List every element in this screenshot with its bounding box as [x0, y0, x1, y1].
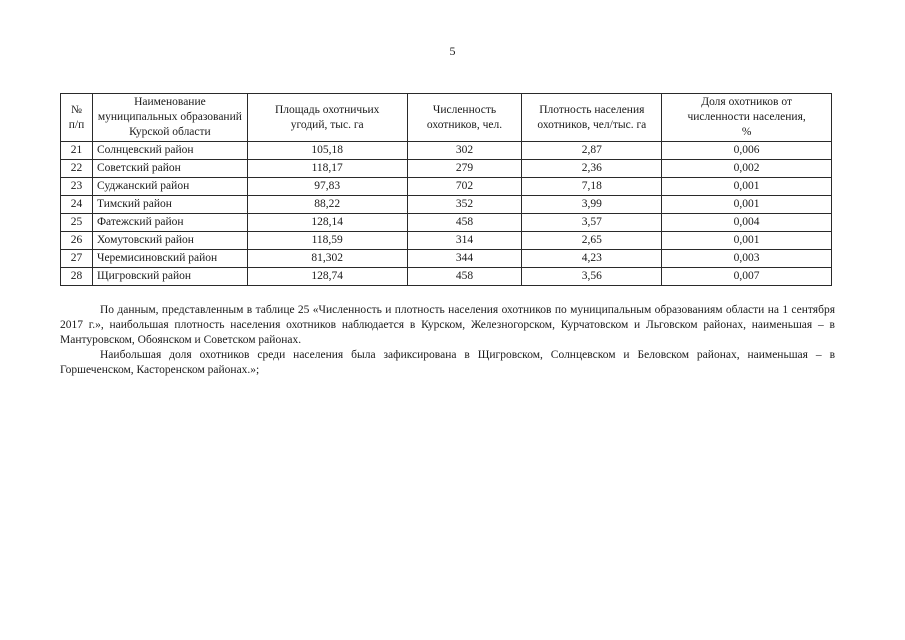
area-value: 97,83 — [247, 178, 407, 196]
hunters-count: 314 — [407, 232, 522, 250]
hunters-count: 279 — [407, 160, 522, 178]
municipality-name: Советский район — [92, 160, 247, 178]
paragraph: Наибольшая доля охотников среди населения была зафиксирована в Щигровском, Солнцевском и Беловском районах, наименьшая – в Горшеченском, Касторенском районах.»; — [60, 349, 835, 376]
hunters-count: 344 — [407, 250, 522, 268]
table-row — [61, 142, 832, 160]
municipality-name: Солнцевский район — [92, 142, 247, 160]
page-number: 5 — [449, 44, 456, 58]
header-share: Доля охотников от численности населения, % — [662, 94, 832, 142]
share-value: 0,002 — [662, 160, 832, 178]
header-hunters-count: Численность охотников, чел. — [407, 94, 522, 142]
share-value: 0,003 — [662, 250, 832, 268]
table-row — [61, 250, 832, 268]
density-value: 4,23 — [522, 250, 662, 268]
table-row — [61, 178, 832, 196]
share-value: 0,001 — [662, 232, 832, 250]
table-row — [61, 268, 832, 286]
header-area: Площадь охотничьих угодий, тыс. га — [247, 94, 407, 142]
municipality-name: Суджанский район — [92, 178, 247, 196]
density-value: 3,56 — [522, 268, 662, 286]
table-row — [61, 160, 832, 178]
row-number: 22 — [61, 160, 93, 178]
area-value: 128,14 — [247, 214, 407, 232]
share-value: 0,007 — [662, 268, 832, 286]
density-value: 7,18 — [522, 178, 662, 196]
municipality-name: Хомутовский район — [92, 232, 247, 250]
hunters-count: 458 — [407, 214, 522, 232]
share-value: 0,001 — [662, 196, 832, 214]
density-value: 2,65 — [522, 232, 662, 250]
row-number: 24 — [61, 196, 93, 214]
municipality-name: Щигровский район — [92, 268, 247, 286]
density-value: 3,57 — [522, 214, 662, 232]
area-value: 118,17 — [247, 160, 407, 178]
table-row — [61, 196, 832, 214]
table-row — [61, 214, 832, 232]
table-row — [61, 232, 832, 250]
row-number: 21 — [61, 142, 93, 160]
hunters-count: 352 — [407, 196, 522, 214]
body-text — [60, 303, 835, 378]
municipality-name: Тимский район — [92, 196, 247, 214]
area-value: 118,59 — [247, 232, 407, 250]
density-value: 2,87 — [522, 142, 662, 160]
hunters-count: 702 — [407, 178, 522, 196]
area-value: 81,302 — [247, 250, 407, 268]
row-number: 26 — [61, 232, 93, 250]
header-municipality: Наименование муниципальных образований Курской области — [92, 94, 247, 142]
hunters-count: 302 — [407, 142, 522, 160]
header-density: Плотность населения охотников, чел/тыс. га — [522, 94, 662, 142]
area-value: 105,18 — [247, 142, 407, 160]
row-number: 23 — [61, 178, 93, 196]
municipality-name: Черемисиновский район — [92, 250, 247, 268]
header-number: № п/п — [61, 94, 93, 142]
share-value: 0,004 — [662, 214, 832, 232]
municipality-name: Фатежский район — [92, 214, 247, 232]
row-number: 28 — [61, 268, 93, 286]
share-value: 0,006 — [662, 142, 832, 160]
paragraph: По данным, представленным в таблице 25 «Численность и плотность населения охотников по муниципальным образованиям области на 1 сентября 2017 г.», наибольшая плотность населения охотников наблюдается в Курском, Железногорском, Курчатовском и Льговском районах, наименьшая – в Мантуровском, Обоянском и Советском районах. — [60, 304, 835, 346]
area-value: 88,22 — [247, 196, 407, 214]
density-value: 3,99 — [522, 196, 662, 214]
row-number: 25 — [61, 214, 93, 232]
hunters-count: 458 — [407, 268, 522, 286]
share-value: 0,001 — [662, 178, 832, 196]
area-value: 128,74 — [247, 268, 407, 286]
density-value: 2,36 — [522, 160, 662, 178]
table-body — [61, 142, 832, 286]
table-header-row — [61, 94, 832, 142]
hunters-table — [60, 93, 832, 286]
row-number: 27 — [61, 250, 93, 268]
